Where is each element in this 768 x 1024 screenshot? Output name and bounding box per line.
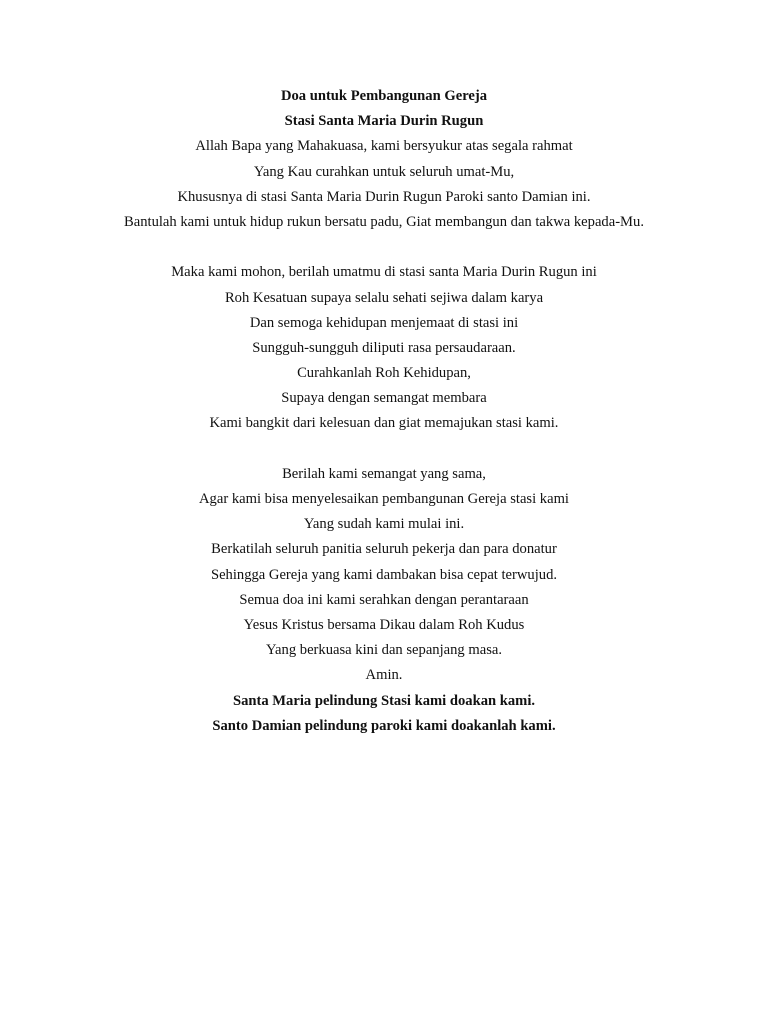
prayer-line: Khususnya di stasi Santa Maria Durin Rugun Paroki santo Damian ini. (177, 188, 591, 205)
prayer-line: Maka kami mohon, berilah umatmu di stasi santa Maria Durin Rugun ini (171, 264, 597, 281)
prayer-line: Yang berkuasa kini dan sepanjang masa. (265, 642, 502, 659)
title-block (0, 84, 768, 134)
stanza-spacer (0, 437, 768, 462)
prayer-line: Agar kami bisa menyelesaikan pembangunan Gereja stasi kami (199, 491, 569, 507)
prayer-line: Yang sudah kami mulai ini. (303, 516, 465, 533)
prayer-line: Berilah kami semangat yang sama, (282, 465, 486, 482)
prayer-line: Roh Kesatuan supaya selalu sehati sejiwa dalam karya (224, 289, 544, 306)
closing-invocation: Santa Maria pelindung Stasi kami doakan kami. (232, 692, 536, 709)
document-subtitle: Stasi Santa Maria Durin Rugun (284, 113, 484, 130)
prayer-line: Supaya dengan semangat membara (281, 390, 487, 407)
prayer-line: Sehingga Gereja yang kami dambakan bisa cepat terwujud. (210, 566, 558, 583)
stanza-spacer (0, 235, 768, 260)
document-title: Doa untuk Pembangunan Gereja (280, 88, 488, 104)
prayer-stanza-3 (0, 462, 768, 689)
prayer-line: Allah Bapa yang Mahakuasa, kami bersyukur atas segala rahmat (195, 138, 573, 155)
prayer-line: Kami bangkit dari kelesuan dan giat memajukan stasi kami. (209, 415, 559, 432)
closing-block (0, 689, 768, 739)
prayer-line: Bantulah kami untuk hidup rukun bersatu padu, Giat membangun dan takwa kepada-Mu. (124, 213, 644, 230)
prayer-line: Berkatilah seluruh panitia seluruh pekerja dan para donatur (211, 541, 557, 558)
prayer-line: Sungguh-sungguh diliputi rasa persaudaraan. (252, 339, 516, 356)
prayer-line: Dan semoga kehidupan menjemaat di stasi ini (249, 314, 519, 331)
prayer-stanza-2 (0, 260, 768, 436)
document-page (0, 84, 768, 739)
prayer-amen: Amin. (365, 667, 403, 684)
prayer-stanza-1 (0, 134, 768, 235)
prayer-line: Semua doa ini kami serahkan dengan perantaraan (239, 591, 529, 608)
prayer-line: Yesus Kristus bersama Dikau dalam Roh Kudus (243, 616, 525, 633)
prayer-line: Yang Kau curahkan untuk seluruh umat-Mu, (253, 163, 515, 180)
closing-invocation: Santo Damian pelindung paroki kami doakanlah kami. (212, 717, 556, 734)
prayer-line: Curahkanlah Roh Kehidupan, (297, 365, 471, 382)
